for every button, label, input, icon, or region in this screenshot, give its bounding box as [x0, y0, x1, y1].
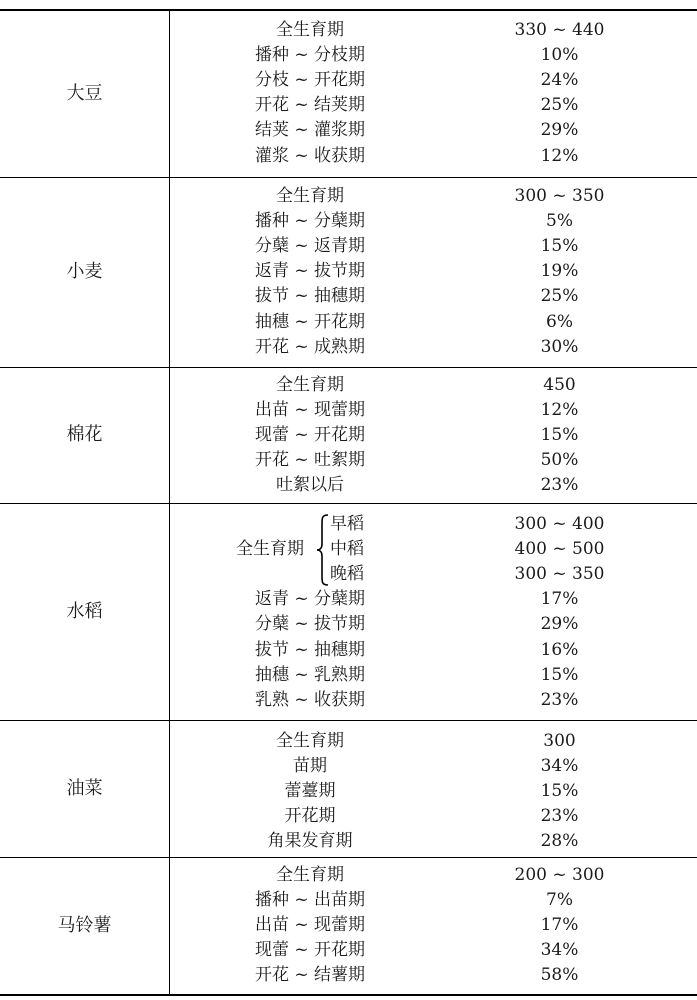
value-cell: 400 ~ 500	[514, 539, 605, 560]
stage-cell: 苗期	[293, 756, 327, 777]
table-bottom-rule	[0, 994, 697, 996]
value-cell: 15%	[540, 781, 579, 802]
value-cell: 200 ~ 300	[514, 865, 605, 885]
sub-stage: 晚稻	[330, 564, 364, 585]
value-cell: 15%	[540, 236, 579, 257]
value-cell: 15%	[540, 664, 579, 685]
stage-cell: 返青 ~ 拔节期	[254, 261, 366, 282]
table-row	[170, 398, 697, 423]
value-cell: 10%	[540, 45, 579, 66]
value-cell: 23%	[540, 475, 579, 496]
table-row	[170, 310, 697, 335]
value-cell: 17%	[540, 915, 579, 936]
stage-cell: 出苗 ~ 现蕾期	[254, 915, 366, 936]
value-cell: 23%	[540, 806, 579, 827]
table-row	[170, 43, 697, 68]
stage-cell: 开花 ~ 结薯期	[254, 965, 366, 986]
table-row	[170, 638, 697, 663]
stage-cell: 抽穗 ~ 开花期	[254, 311, 366, 332]
value-cell: 34%	[540, 756, 579, 777]
table-row	[170, 118, 697, 143]
value-cell: 300 ~ 400	[514, 514, 605, 534]
stage-cell: 开花 ~ 结荚期	[254, 95, 366, 116]
stage-cell: 拔节 ~ 抽穗期	[254, 639, 366, 660]
stage-cell: 分蘖 ~ 返青期	[254, 236, 366, 257]
value-cell: 34%	[540, 940, 579, 961]
stage-cell: 全生育期	[276, 186, 344, 206]
table-row	[170, 259, 697, 284]
value-cell: 12%	[540, 145, 579, 166]
table-row	[170, 963, 697, 988]
table-row	[170, 829, 697, 854]
table-row	[170, 779, 697, 804]
stage-cell: 全生育期	[276, 20, 344, 40]
stage-cell: 播种 ~ 分枝期	[254, 45, 366, 66]
crop-name: 油菜	[66, 777, 103, 799]
table-row	[170, 688, 697, 713]
table-row	[170, 68, 697, 93]
value-cell: 7%	[546, 890, 573, 911]
table-row	[170, 93, 697, 118]
stage-cell: 乳熟 ~ 收获期	[254, 689, 366, 710]
stage-cell: 灌浆 ~ 收获期	[254, 145, 366, 166]
value-cell: 15%	[540, 425, 579, 446]
value-cell: 300	[543, 731, 576, 751]
stage-cell: 返青 ~ 分蘖期	[254, 589, 366, 610]
stage-cell: 全生育期	[276, 865, 344, 885]
value-cell: 17%	[540, 589, 579, 610]
table-row	[170, 209, 697, 234]
table-row	[170, 423, 697, 448]
table-top-rule	[0, 9, 697, 11]
brace-icon	[316, 512, 330, 588]
stage-cell: 现蕾 ~ 开花期	[254, 425, 366, 446]
crop-name: 水稻	[66, 600, 103, 622]
crop-name: 小麦	[66, 261, 103, 282]
table-row	[170, 284, 697, 309]
table-row	[170, 373, 697, 398]
section-divider	[0, 857, 697, 858]
stage-cell: 现蕾 ~ 开花期	[254, 940, 366, 961]
value-cell: 29%	[540, 614, 579, 635]
table-row	[170, 729, 697, 754]
stage-cell: 全生育期	[276, 375, 344, 395]
table-row	[170, 234, 697, 259]
value-cell: 23%	[540, 689, 579, 710]
sub-stage: 早稻	[330, 514, 364, 534]
table-row	[170, 863, 697, 888]
section-divider	[0, 367, 697, 368]
table-row	[170, 473, 697, 498]
stage-cell: 结荚 ~ 灌浆期	[254, 120, 366, 141]
table-row	[170, 144, 697, 169]
section-divider	[0, 177, 697, 178]
stage-cell: 分蘖 ~ 拔节期	[254, 614, 366, 635]
stage-cell: 抽穗 ~ 乳熟期	[254, 664, 366, 685]
stage-cell: 拔节 ~ 抽穗期	[254, 286, 366, 307]
value-cell: 16%	[540, 639, 579, 660]
table-row	[170, 612, 697, 637]
table-row	[170, 804, 697, 829]
stage-cell: 分枝 ~ 开花期	[254, 70, 366, 91]
value-cell: 5%	[546, 211, 573, 232]
stage-cell: 出苗 ~ 现蕾期	[254, 400, 366, 421]
value-cell: 300 ~ 350	[514, 186, 605, 206]
table-row	[170, 587, 697, 612]
value-cell: 12%	[540, 400, 579, 421]
stage-cell: 全生育期	[276, 731, 344, 751]
stage-cell: 开花 ~ 吐絮期	[254, 450, 366, 471]
grouped-row-block	[170, 512, 697, 587]
sub-stage: 中稻	[330, 539, 364, 560]
stage-cell: 开花 ~ 成熟期	[254, 336, 366, 357]
value-cell: 330 ~ 440	[514, 20, 605, 40]
table-row	[170, 913, 697, 938]
value-cell: 30%	[540, 336, 579, 357]
crop-name: 马铃薯	[57, 914, 112, 936]
table-row	[170, 448, 697, 473]
stage-cell: 播种 ~ 出苗期	[254, 890, 366, 911]
value-cell: 25%	[540, 95, 579, 116]
table-row	[170, 754, 697, 779]
value-cell: 25%	[540, 286, 579, 307]
stage-cell: 播种 ~ 分蘖期	[254, 211, 366, 232]
value-cell: 24%	[540, 70, 579, 91]
table-row	[170, 184, 697, 209]
value-cell: 19%	[540, 261, 579, 282]
table-row	[170, 18, 697, 43]
value-cell: 6%	[546, 311, 573, 332]
table-row	[170, 663, 697, 688]
value-cell: 300 ~ 350	[514, 564, 605, 585]
crop-name: 棉花	[66, 424, 103, 445]
value-cell: 58%	[540, 965, 579, 986]
value-cell: 50%	[540, 450, 579, 471]
section-divider	[0, 720, 697, 721]
stage-cell: 吐絮以后	[276, 475, 344, 496]
table-row	[170, 335, 697, 360]
value-cell: 29%	[540, 120, 579, 141]
value-cell: 28%	[540, 831, 579, 852]
section-divider	[0, 503, 697, 504]
table-row	[170, 938, 697, 963]
value-cell: 450	[543, 375, 576, 395]
group-label: 全生育期	[236, 539, 304, 559]
stage-cell: 角果发育期	[267, 831, 353, 852]
table-row	[170, 888, 697, 913]
crop-name: 大豆	[66, 82, 103, 104]
stage-cell: 蕾薹期	[284, 781, 336, 802]
stage-cell: 开花期	[284, 806, 336, 827]
